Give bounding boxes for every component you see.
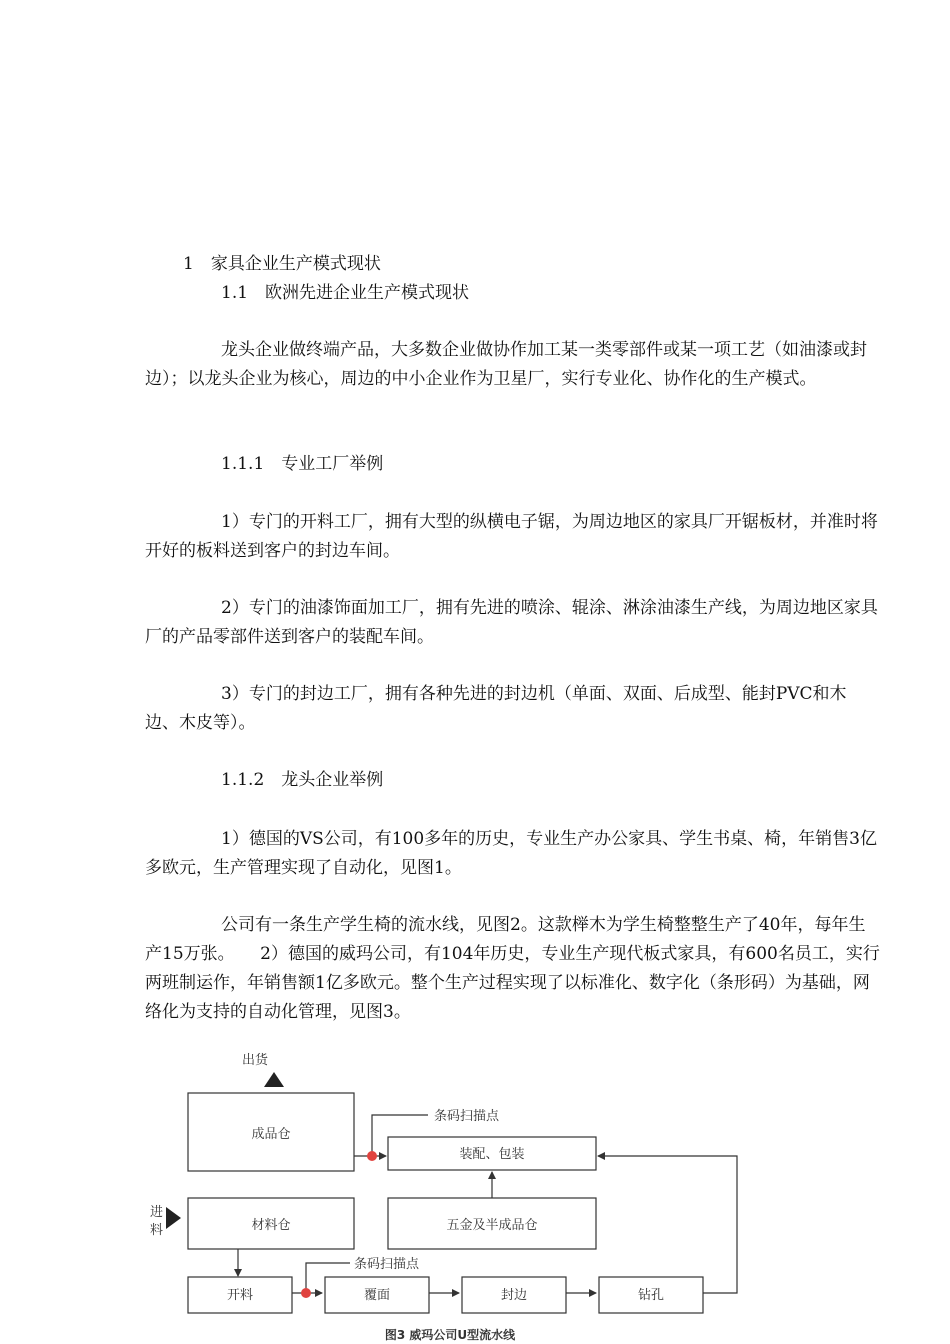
incoming-label-2: 料 [150,1223,164,1238]
figure-3 [140,1040,750,1344]
paragraph-5-text: 1）德国的VS公司，有100多年的历史，专业生产办公家具、学生书桌、椅，年销售3亿多欧元，生产管理实现了自动化，见图1。 [145,829,878,878]
laminating-label: 覆面 [363,1288,391,1303]
paragraph-1 [145,336,880,394]
drilling-to-assembly-arrow [598,1156,737,1293]
paragraph-4-text: 3）专门的封边工厂，拥有各种先进的封边机（单面、双面、后成型、能封PVC和木边、木皮等）。 [145,684,847,733]
edge-banding-label: 封边 [500,1288,528,1303]
incoming-triangle-icon [166,1207,181,1229]
figure-caption: 图3 威玛公司U型流水线 [384,1328,516,1342]
heading-1: 1 家具企业生产模式现状 [183,254,381,274]
paragraph-2-text: 1）专门的开料工厂，拥有大型的纵横电子锯，为周边地区的家具厂开锯板材，并准时将开好的板料送到客户的封边车间。 [145,512,878,561]
scan-dot-top-icon [367,1151,377,1161]
paragraph-6 [145,911,880,1027]
paragraph-5 [145,825,880,883]
paragraph-3 [145,594,880,652]
heading-1-1-2: 1.1.2 龙头企业举例 [221,770,384,790]
hardware-warehouse-label: 五金及半成品仓 [446,1218,538,1233]
barcode-point-top-label: 条码扫描点 [434,1109,500,1124]
heading-1-1: 1.1 欧洲先进企业生产模式现状 [221,283,470,303]
cutting-label: 开料 [226,1288,254,1303]
shipping-label: 出货 [241,1053,269,1068]
paragraph-4 [145,680,880,738]
incoming-label-1: 进 [150,1205,164,1220]
paragraph-1-text: 龙头企业做终端产品，大多数企业做协作加工某一类零部件或某一项工艺（如油漆或封边）；以龙头企业为核心，周边的中小企业作为卫星厂，实行专业化、协作化的生产模式。 [145,340,867,389]
heading-1-1-1: 1.1.1 专业工厂举例 [221,454,384,474]
paragraph-2 [145,508,880,566]
material-warehouse-label: 材料仓 [251,1218,291,1233]
scan-dot-bottom-icon [301,1288,311,1298]
shipping-triangle-icon [264,1072,284,1087]
drilling-label: 钻孔 [637,1288,665,1303]
assembly-label: 装配、包装 [459,1147,525,1162]
paragraph-3-text: 2）专门的油漆饰面加工厂，拥有先进的喷涂、辊涂、淋涂油漆生产线，为周边地区家具厂的产品零部件送到客户的装配车间。 [145,598,878,647]
finished-warehouse-label: 成品仓 [251,1127,291,1142]
paragraph-6-text: 公司有一条生产学生椅的流水线，见图2。这款榉木为学生椅整整生产了40年，每年生产15万张。 2）德国的威玛公司，有104年历史，专业生产现代板式家具，有600名员工，实行两班制运作，年销售额1亿多欧元。整个生产过程实现了以标准化、数字化（条形码）为基础，网络化为支持的自动化管理，见图3。 [145,915,880,1022]
flow-diagram [140,1040,750,1344]
barcode-point-bottom-label: 条码扫描点 [354,1257,420,1272]
